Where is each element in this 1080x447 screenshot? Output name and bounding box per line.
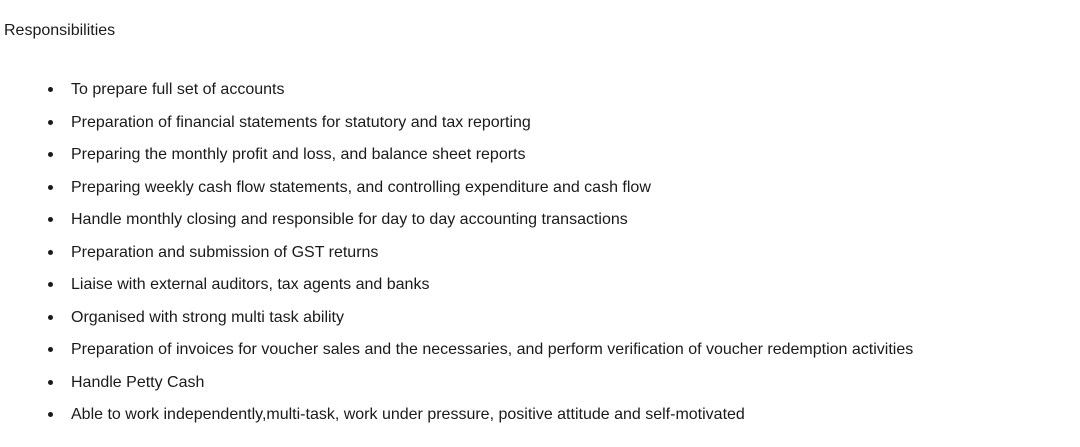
bullet-icon [48, 120, 53, 125]
list-item-text: Handle Petty Cash [71, 373, 205, 391]
bullet-icon [48, 380, 53, 385]
list-item [0, 176, 913, 209]
list-item-text: Preparation of invoices for voucher sales and the necessaries, and perform verification of voucher redemption activities [71, 341, 914, 358]
list-item-text: Preparation and submission of GST returns [71, 243, 379, 261]
section-heading: Responsibilities [4, 22, 116, 39]
list-item [0, 371, 913, 404]
bullet-icon [48, 412, 53, 417]
list-item [0, 273, 913, 306]
list-item [0, 403, 913, 436]
list-item [0, 78, 913, 111]
list-item-text: To prepare full set of accounts [71, 81, 285, 98]
bullet-icon [48, 250, 53, 255]
list-item-text: Handle monthly closing and responsible for day to day accounting transactions [71, 211, 628, 228]
list-item-text: Preparing weekly cash flow statements, and controlling expenditure and cash flow [71, 178, 651, 196]
list-item [0, 208, 913, 241]
list-item-text: Able to work independently,multi-task, work under pressure, positive attitude and self-motivated [71, 406, 745, 423]
bullet-icon [48, 152, 53, 157]
list-item-text: Preparing the monthly profit and loss, and balance sheet reports [71, 146, 526, 163]
list-item [0, 306, 913, 339]
bullet-icon [48, 217, 53, 222]
list-item [0, 111, 913, 144]
list-item [0, 338, 913, 371]
bullet-icon [48, 282, 53, 287]
bullet-icon [48, 87, 53, 92]
list-item [0, 143, 913, 176]
list-item [0, 241, 913, 274]
bullet-icon [48, 185, 53, 190]
list-item-text: Liaise with external auditors, tax agents and banks [71, 276, 430, 293]
list-item-text: Organised with strong multi task ability [71, 308, 344, 326]
responsibilities-list [0, 78, 913, 436]
bullet-icon [48, 315, 53, 320]
bullet-icon [48, 347, 53, 352]
list-item-text: Preparation of financial statements for statutory and tax reporting [71, 113, 531, 131]
